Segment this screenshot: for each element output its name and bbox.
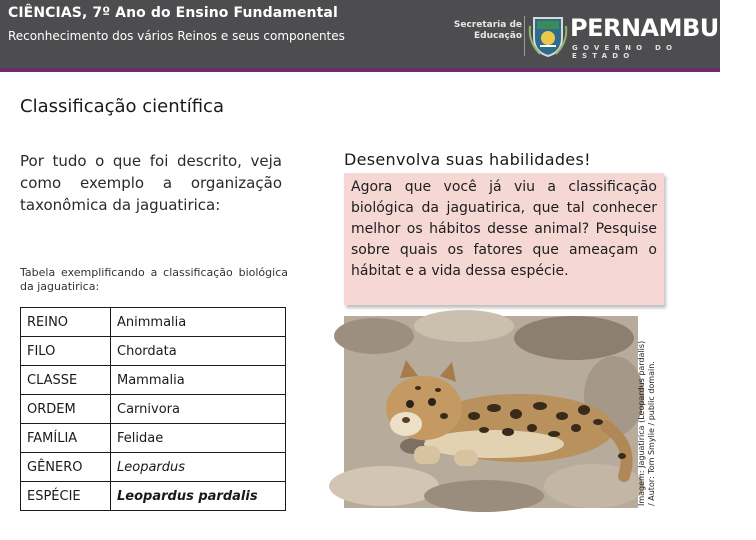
rank-cell: GÊNERO	[21, 453, 111, 482]
value-cell: Leopardus pardalis	[111, 482, 286, 511]
table-row	[21, 482, 286, 511]
secretaria-logo: Secretaria de Educação	[453, 20, 522, 41]
value-cell: Leopardus	[111, 453, 286, 482]
header-accent-line	[0, 68, 720, 72]
course-subtitle: Reconhecimento dos vários Reinos e seus componentes	[8, 29, 345, 43]
table-caption: Tabela exemplificando a classificação biológica da jaguatirica:	[20, 266, 288, 293]
governo-do-estado-label: GOVERNO DO ESTADO	[572, 44, 678, 60]
photo-credit: Imagem: Jaguatirica (Leopardus pardalis) / Autor: Tom Smylie / public domain.	[637, 340, 656, 506]
taxonomy-table	[20, 307, 286, 511]
value-cell: Animmalia	[111, 308, 286, 337]
table-row	[21, 337, 286, 366]
value-cell: Felidae	[111, 424, 286, 453]
intro-paragraph: Por tudo o que foi descrito, veja como exemplo a organização taxonômica da jaguatirica:	[20, 152, 282, 214]
rank-cell: FAMÍLIA	[21, 424, 111, 453]
value-cell: Mammalia	[111, 366, 286, 395]
ocelot-photo	[344, 316, 638, 508]
pernambuco-logo: PERNAMBUCO	[570, 14, 756, 42]
skills-text: Agora que você já viu a classificação biológica da jaguatirica, que tal conhecer melhor os hábitos desse animal? Pesquise sobre quais os fatores que ameaçam o hábitat e a vida dessa espécie.	[351, 179, 657, 279]
rank-cell: CLASSE	[21, 366, 111, 395]
rank-cell: ESPÉCIE	[21, 482, 111, 511]
table-row	[21, 424, 286, 453]
logo-divider	[524, 16, 525, 56]
skills-box	[344, 173, 664, 305]
course-title: CIÊNCIAS, 7º Ano do Ensino Fundamental	[8, 5, 338, 21]
section-title: Classificação científica	[20, 96, 224, 117]
table-row	[21, 308, 286, 337]
table-row	[21, 366, 286, 395]
table-row	[21, 453, 286, 482]
value-cell: Chordata	[111, 337, 286, 366]
rank-cell: ORDEM	[21, 395, 111, 424]
state-seal-icon	[528, 12, 568, 58]
rank-cell: REINO	[21, 308, 111, 337]
rank-cell: FILO	[21, 337, 111, 366]
skills-title: Desenvolva suas habilidades!	[344, 150, 591, 169]
table-row	[21, 395, 286, 424]
value-cell: Carnivora	[111, 395, 286, 424]
